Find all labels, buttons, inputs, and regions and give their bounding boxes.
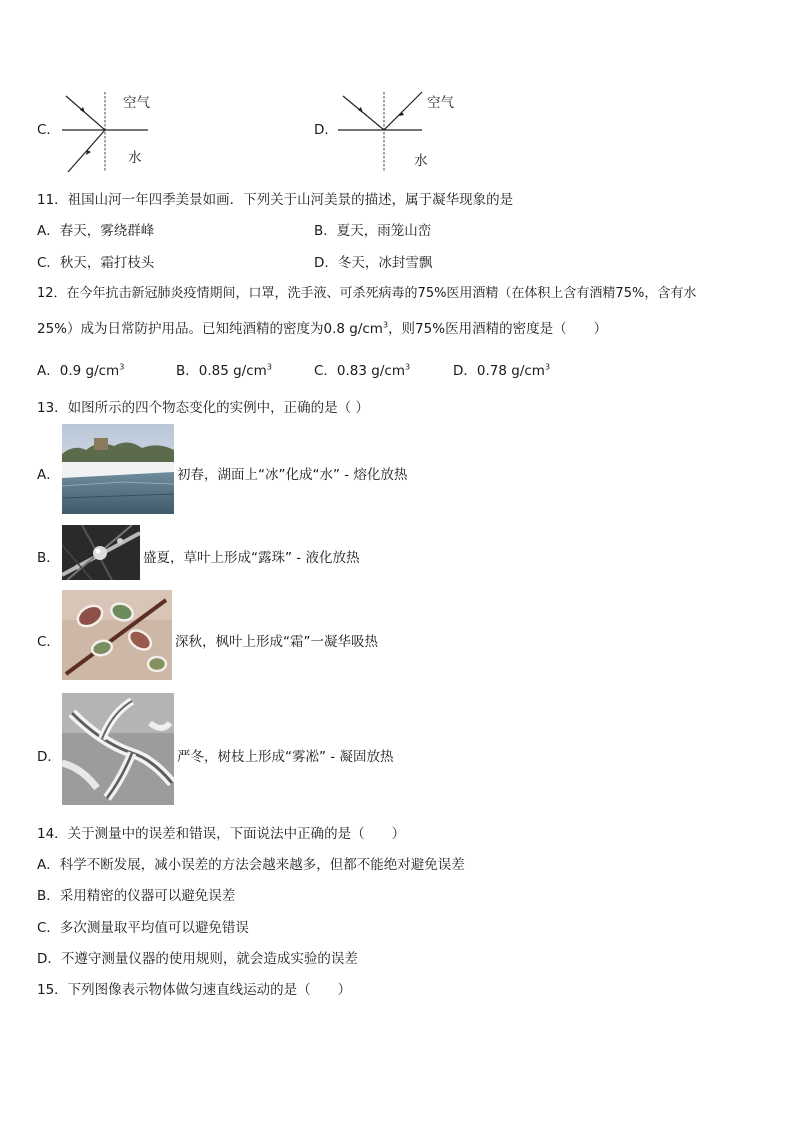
q12-a-text: A．0.9 g/cm: [37, 363, 120, 379]
q14-option-d: D．不遵守测量仪器的使用规则，就会造成实验的误差: [37, 951, 358, 967]
q11-option-d: D．冬天，冰封雪飘: [314, 255, 433, 271]
q13-option-a-label: A．: [37, 467, 60, 483]
q12-line2-tail: ，则75%医用酒精的密度是（ ）: [388, 321, 608, 337]
q12-option-a: [37, 359, 124, 379]
q14-option-b: B．采用精密的仪器可以避免误差: [37, 888, 236, 904]
q12-b-text: B．0.85 g/cm: [176, 363, 267, 379]
q14-stem: 14．关于测量中的误差和错误，下面说法中正确的是（ ）: [37, 826, 406, 842]
q12-option-c: [314, 359, 410, 379]
q12-c-text: C．0.83 g/cm: [314, 363, 405, 379]
rime-branch-photo: [62, 693, 174, 805]
q12-a-exp: 3: [119, 362, 125, 372]
q13-stem: 13．如图所示的四个物态变化的实例中，正确的是（ ）: [37, 400, 369, 416]
q12-b-exp: 3: [266, 362, 272, 372]
option-d-label: D．: [314, 122, 338, 138]
q12-d-exp: 3: [544, 362, 551, 372]
q11-option-b: B．夏天，雨笼山峦: [314, 223, 432, 239]
q12-stem-line2: [37, 317, 607, 337]
q12-option-b: [176, 359, 272, 379]
q12-d-text: D．0.78 g/cm: [453, 363, 545, 379]
q13-option-a-text: 初春，湖面上“冰”化成“水” - 熔化放热: [177, 467, 408, 483]
water-label-d: 水: [414, 153, 428, 169]
q12-stem-line1: 12．在今年抗击新冠肺炎疫情期间，口罩，洗手液、可杀死病毒的75%医用酒精（在体积上含有酒精75%，含有水: [37, 286, 697, 301]
q12-line2-text: 25%）成为日常防护用品。已知纯酒精的密度为0.8 g/cm: [37, 321, 383, 337]
q12-option-d: [453, 359, 550, 379]
q14-option-c: C．多次测量取平均值可以避免错误: [37, 920, 249, 936]
q13-option-d-label: D．: [37, 749, 61, 765]
dew-drop-photo: [62, 525, 140, 580]
q13-option-b-text: 盛夏，草叶上形成“露珠” - 液化放热: [143, 550, 360, 566]
q12-line2-exp: 3: [382, 320, 389, 330]
frozen-lake-photo: [62, 424, 174, 514]
air-label-c: 空气: [123, 95, 150, 111]
air-label-d: 空气: [427, 95, 454, 111]
q13-option-c-label: C．: [37, 634, 60, 650]
q12-c-exp: 3: [404, 362, 411, 372]
water-label-c: 水: [128, 150, 142, 166]
q14-option-a: A．科学不断发展，减小误差的方法会越来越多，但都不能绝对避免误差: [37, 857, 465, 873]
q13-option-b-label: B．: [37, 550, 60, 566]
q11-option-c: C．秋天，霜打枝头: [37, 255, 155, 271]
q11-stem: 11．祖国山河一年四季美景如画．下列关于山河美景的描述，属于凝华现象的是: [37, 192, 514, 208]
q13-option-d-text: 严冬，树枝上形成“雾凇” - 凝固放热: [177, 749, 394, 765]
frost-leaf-photo: [62, 590, 172, 680]
option-c-label: C．: [37, 122, 60, 138]
q11-option-a: A．春天，雾绕群峰: [37, 223, 155, 239]
q15-stem: 15．下列图像表示物体做匀速直线运动的是（ ）: [37, 982, 352, 998]
q13-option-c-text: 深秋，枫叶上形成“霜”一凝华吸热: [175, 634, 378, 650]
